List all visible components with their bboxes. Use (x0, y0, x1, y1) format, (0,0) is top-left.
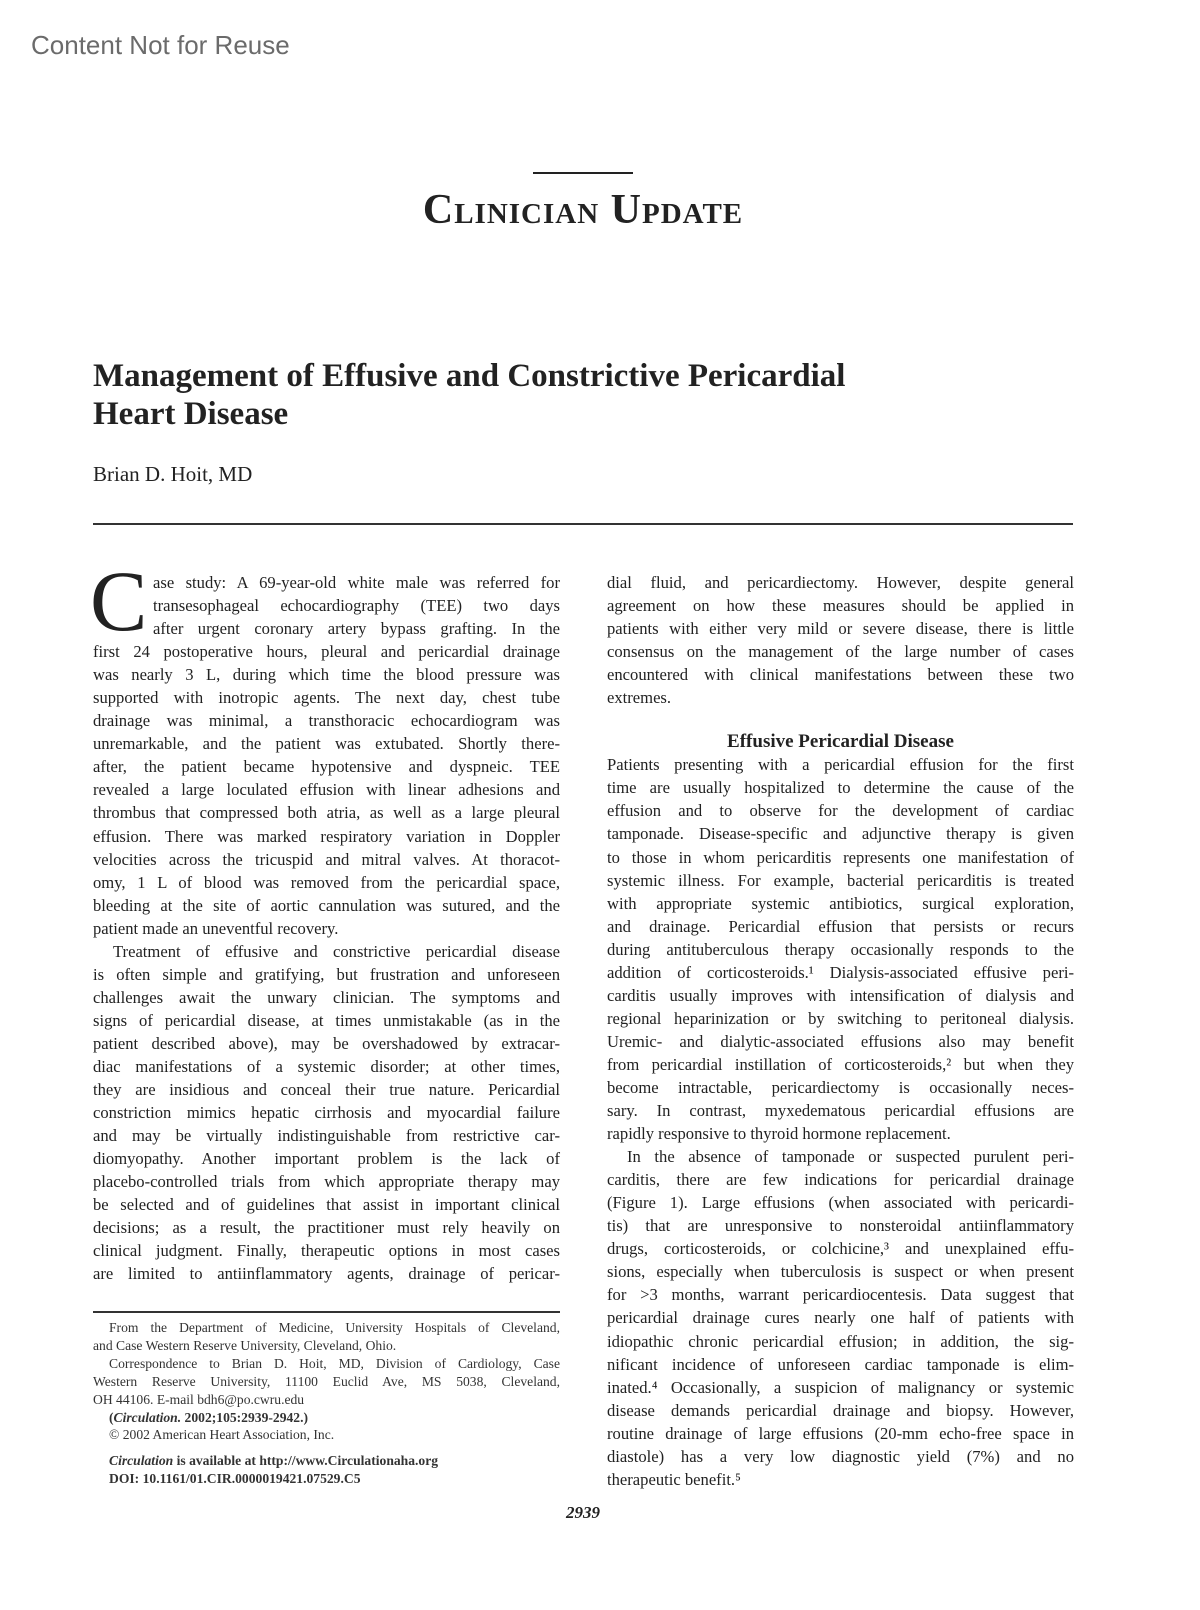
section-rule (533, 172, 633, 174)
text-line: to those in whom pericarditis represents one manifestation of (607, 847, 1074, 867)
text-line: unremarkable, and the patient was extubated. Shortly there- (93, 734, 560, 754)
availability-journal: Circulation (109, 1453, 174, 1469)
text-line: after, the patient became hypotensive and dyspneic. TEE (93, 757, 560, 777)
footnote-availability (93, 1452, 560, 1470)
text-line: extremes. (607, 688, 672, 708)
text-line: was nearly 3 L, during which time the blood pressure was (93, 665, 560, 685)
citation-details: 2002;105:2939-2942.) (181, 1409, 309, 1425)
text-line: patients with either very mild or severe disease, there is little (607, 619, 1074, 639)
text-line: tamponade. Disease-specific and adjunctive therapy is given (607, 824, 1074, 844)
text-line: with appropriate systemic antibiotics, surgical exploration, (607, 893, 1074, 913)
text-line: diastole) has a very low diagnostic yield (7%) and no (607, 1446, 1074, 1466)
text-line: Uremic- and dialytic-associated effusions also may benefit (607, 1031, 1074, 1051)
text-line: inated.⁴ Occasionally, a suspicion of malignancy or systemic (607, 1377, 1074, 1397)
text-line: patient described above), may be overshadowed by extracar- (93, 1033, 560, 1053)
text-line: are limited to antiinflammatory agents, drainage of pericar- (93, 1264, 560, 1284)
availability-url[interactable]: is available at http://www.Circulationaha.org (173, 1453, 439, 1469)
article-title-line: Heart Disease (93, 396, 289, 432)
footnote-correspondence: OH 44106. E-mail bdh6@po.cwru.edu (93, 1391, 305, 1407)
footnote-doi: DOI: 10.1161/01.CIR.0000019421.07529.C5 (109, 1471, 361, 1487)
text-line: carditis usually improves with intensification of dialysis and (607, 985, 1074, 1005)
text-line: effusion and to observe for the development of cardiac (607, 801, 1074, 821)
text-line: signs of pericardial disease, at times unmistakable (as in the (93, 1010, 560, 1030)
text-line: first 24 postoperative hours, pleural and pericardial drainage (93, 642, 560, 662)
section-heading: Effusive Pericardial Disease (727, 731, 954, 753)
text-line: idiopathic chronic pericardial effusion; in addition, the sig- (607, 1331, 1074, 1351)
right-column-intro (607, 571, 1074, 709)
footnote-divider (93, 1311, 560, 1313)
text-line: carditis, there are few indications for pericardial drainage (607, 1170, 1074, 1190)
text-line: supported with inotropic agents. The next day, chest tube (93, 688, 560, 708)
text-line: revealed a large loculated effusion with linear adhesions and (93, 780, 560, 800)
text-line: In the absence of tamponade or suspected purulent peri- (627, 1147, 1074, 1167)
footnote-correspondence: Western Reserve University, 11100 Euclid Ave, MS 5038, Cleveland, (93, 1373, 560, 1389)
page-number: 2939 (566, 1503, 600, 1522)
text-line: thrombus that compressed both atria, as well as a large pleural (93, 803, 560, 823)
drop-cap: C (90, 553, 148, 649)
text-line: is often simple and gratifying, but frustration and unforeseen (93, 964, 560, 984)
text-line: pericardial drainage cures nearly one half of patients with (607, 1308, 1074, 1328)
text-line: sions, especially when tuberculosis is suspect or when present (607, 1262, 1074, 1282)
citation-journal: Circulation. (113, 1409, 182, 1425)
article-title (93, 357, 1073, 433)
text-line: from pericardial instillation of corticosteroids,² but when they (607, 1054, 1074, 1074)
text-line: dial fluid, and pericardiectomy. However, despite general (607, 573, 1074, 592)
text-line: decisions; as a result, the practitioner must rely heavily on (93, 1218, 560, 1238)
text-line: encountered with clinical manifestations between these two (607, 665, 1074, 685)
text-line: regional heparinization or by switching to peritoneal dialysis. (607, 1008, 1074, 1028)
text-line: during antituberculous therapy occasionally responds to the (607, 939, 1074, 959)
text-line: (Figure 1). Large effusions (when associated with pericardi- (607, 1193, 1074, 1213)
watermark-text: Content Not for Reuse (31, 30, 290, 60)
text-line: transesophageal echocardiography (TEE) two days (153, 596, 560, 616)
text-line: time are usually hospitalized to determine the cause of the (607, 778, 1074, 798)
footnote-affiliation: and Case Western Reserve University, Cleveland, Ohio. (93, 1337, 397, 1353)
text-line: Patients presenting with a pericardial effusion for the first (607, 755, 1074, 775)
text-line: disease demands pericardial drainage and biopsy. However, (607, 1400, 1074, 1420)
right-column-body (607, 753, 1074, 1491)
text-line: placebo-controlled trials from which appropriate therapy may (93, 1172, 560, 1192)
footnote-correspondence: Correspondence to Brian D. Hoit, MD, Division of Cardiology, Case (109, 1355, 560, 1371)
text-line: and drainage. Pericardial effusion that persists or recurs (607, 916, 1074, 936)
text-line: sary. In contrast, myxedematous pericardial effusions are (607, 1101, 1074, 1121)
text-line: drainage was minimal, a transthoracic echocardiogram was (93, 711, 560, 731)
footnote-affiliation: From the Department of Medicine, University Hospitals of Cleveland, (109, 1320, 560, 1335)
text-line: addition of corticosteroids.¹ Dialysis-associated effusive peri- (607, 962, 1074, 982)
text-line: constriction mimics hepatic cirrhosis and myocardial failure (93, 1103, 560, 1123)
text-line: diomyopathy. Another important problem is the lack of (93, 1149, 560, 1169)
text-line: Treatment of effusive and constrictive pericardial disease (113, 941, 560, 961)
text-line: for >3 months, warrant pericardiocentesis. Data suggest that (607, 1285, 1074, 1305)
text-line: diac manifestations of a systemic disorder; at other times, (93, 1056, 560, 1076)
text-line: effusion. There was marked respiratory variation in Doppler (93, 826, 560, 846)
text-line: velocities across the tricuspid and mitral valves. At thoracot- (93, 849, 560, 869)
article-title-line: Management of Effusive and Constrictive Pericardial (93, 358, 846, 394)
left-column (93, 571, 560, 1285)
section-label: Clinician Update (422, 187, 744, 233)
text-line: drugs, corticosteroids, or colchicine,³ and unexplained effu- (607, 1239, 1074, 1259)
footnotes (93, 1319, 560, 1488)
text-line: clinical judgment. Finally, therapeutic options in most cases (93, 1241, 560, 1261)
text-line: nificant incidence of unforeseen cardiac tamponade is elim- (607, 1354, 1074, 1374)
text-line: systemic illness. For example, bacterial pericarditis is treated (607, 870, 1074, 890)
text-line: after urgent coronary artery bypass grafting. In the (153, 619, 560, 639)
text-line: bleeding at the site of aortic cannulation was sutured, and the (93, 895, 560, 915)
citation-open: ( (109, 1409, 114, 1425)
text-line: consensus on the management of the large number of cases (607, 642, 1074, 662)
header-divider (93, 523, 1073, 525)
text-line: therapeutic benefit.⁵ (607, 1469, 741, 1489)
text-line: rapidly responsive to thyroid hormone replacement. (607, 1124, 951, 1144)
right-column (607, 571, 1074, 1491)
text-line: routine drainage of large effusions (20-mm echo-free space in (607, 1423, 1074, 1443)
text-line: agreement on how these measures should be applied in (607, 596, 1074, 616)
text-line: become intractable, pericardiectomy is occasionally neces- (607, 1077, 1074, 1097)
text-line: and may be virtually indistinguishable from restrictive car- (93, 1126, 560, 1146)
author-name: Brian D. Hoit, MD (93, 462, 253, 486)
text-line: omy, 1 L of blood was removed from the pericardial space, (93, 872, 560, 892)
footnote-copyright: © 2002 American Heart Association, Inc. (109, 1427, 335, 1443)
footnote-citation (93, 1409, 560, 1427)
text-line: be selected and of guidelines that assist in important clinical (93, 1195, 560, 1215)
text-line: challenges await the unwary clinician. The symptoms and (93, 987, 560, 1007)
text-line: ase study: A 69-year-old white male was referred for (153, 573, 560, 592)
text-line: tis) that are unresponsive to nonsteroidal antiinflammatory (607, 1216, 1074, 1236)
text-line: patient made an uneventful recovery. (93, 918, 339, 938)
text-line: they are insidious and conceal their true nature. Pericardial (93, 1080, 560, 1100)
